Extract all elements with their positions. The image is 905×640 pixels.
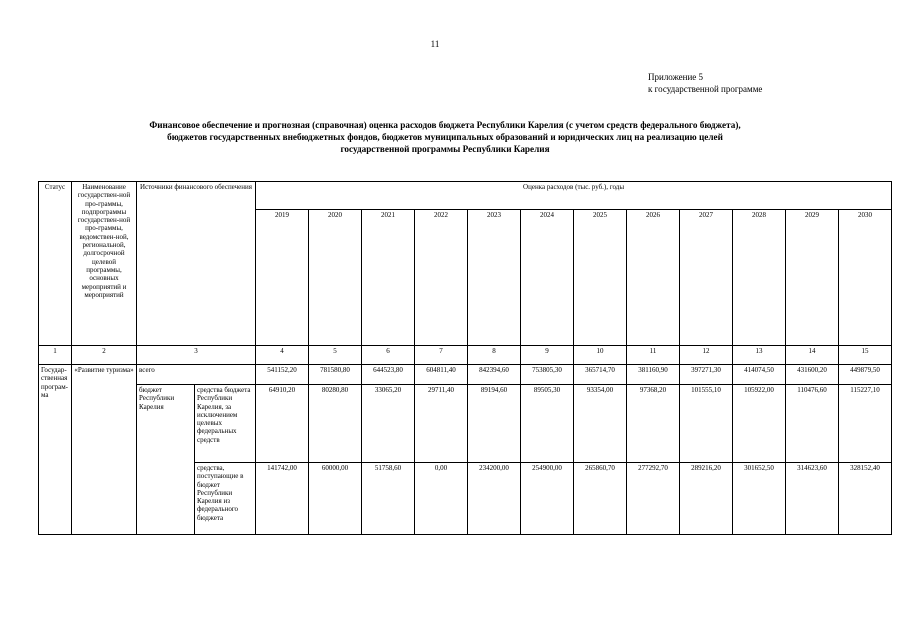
value-cell: 115227,10 — [839, 385, 892, 463]
header-status: Статус — [39, 182, 72, 346]
source-cell: средства, поступающие в бюджет Республики Карелия из федерального бюджета — [195, 463, 256, 535]
appendix-line-1: Приложение 5 — [648, 72, 704, 82]
header-year: 2023 — [468, 210, 521, 346]
value-cell: 60000,00 — [309, 463, 362, 535]
header-year: 2026 — [627, 210, 680, 346]
value-cell: 254900,00 — [521, 463, 574, 535]
column-number: 1 — [39, 346, 72, 365]
value-cell: 64910,20 — [256, 385, 309, 463]
value-cell: 781580,80 — [309, 365, 362, 385]
column-number: 10 — [574, 346, 627, 365]
value-cell: 753805,30 — [521, 365, 574, 385]
column-number: 8 — [468, 346, 521, 365]
source-cell: всего — [137, 365, 256, 385]
value-cell: 105922,00 — [733, 385, 786, 463]
header-year: 2027 — [680, 210, 733, 346]
page-number: 11 — [430, 39, 440, 49]
title-line-3: государственной программы Республики Карелия — [340, 144, 550, 154]
value-cell: 431600,20 — [786, 365, 839, 385]
header-year: 2030 — [839, 210, 892, 346]
value-cell: 842394,60 — [468, 365, 521, 385]
financing-table — [38, 181, 892, 535]
header-year: 2024 — [521, 210, 574, 346]
value-cell: 328152,40 — [839, 463, 892, 535]
value-cell: 314623,60 — [786, 463, 839, 535]
appendix-note — [648, 71, 762, 95]
title-line-2: бюджетов государственных внебюджетных фондов, бюджетов муниципальных образований и юридических лиц на реализацию целей — [167, 132, 723, 142]
value-cell: 89194,60 — [468, 385, 521, 463]
program-name-cell: «Развитие туризма» — [72, 365, 137, 535]
header-name: Наименование государствен-ной про-граммы, подпрограммы государствен-ной про-граммы, ведомствен-ной, региональной, долгосрочной целевой программы, основных мероприятий и мероприятий — [72, 182, 137, 346]
column-number-row — [39, 346, 892, 365]
header-year: 2029 — [786, 210, 839, 346]
header-year: 2019 — [256, 210, 309, 346]
value-cell: 110476,60 — [786, 385, 839, 463]
value-cell: 97368,20 — [627, 385, 680, 463]
value-cell: 89505,30 — [521, 385, 574, 463]
header-year: 2025 — [574, 210, 627, 346]
value-cell: 604811,40 — [415, 365, 468, 385]
header-year: 2020 — [309, 210, 362, 346]
value-cell: 33065,20 — [362, 385, 415, 463]
value-cell: 414074,50 — [733, 365, 786, 385]
column-number: 14 — [786, 346, 839, 365]
title-line-1: Финансовое обеспечение и прогнозная (справочная) оценка расходов бюджета Республики Карелия (с учетом средств федерального бюджета), — [149, 120, 741, 130]
column-number: 4 — [256, 346, 309, 365]
header-year: 2022 — [415, 210, 468, 346]
value-cell: 51758,60 — [362, 463, 415, 535]
value-cell: 29711,40 — [415, 385, 468, 463]
column-number: 11 — [627, 346, 680, 365]
source-cell: средства бюджета Республики Карелия, за исключением целевых федеральных средств — [195, 385, 256, 463]
column-number: 7 — [415, 346, 468, 365]
header-year: 2021 — [362, 210, 415, 346]
status-cell: Государ-ственная програм-ма — [39, 365, 72, 535]
column-number: 12 — [680, 346, 733, 365]
source-group-cell: бюджет Республики Карелия — [137, 385, 195, 535]
column-number: 13 — [733, 346, 786, 365]
value-cell: 277292,70 — [627, 463, 680, 535]
value-cell: 289216,20 — [680, 463, 733, 535]
column-number: 9 — [521, 346, 574, 365]
document-title — [80, 119, 810, 155]
value-cell: 80280,80 — [309, 385, 362, 463]
column-number: 5 — [309, 346, 362, 365]
header-sources: Источники финансового обеспечения — [137, 182, 256, 346]
value-cell: 365714,70 — [574, 365, 627, 385]
header-row-1 — [39, 182, 892, 210]
column-number: 3 — [137, 346, 256, 365]
value-cell: 265860,70 — [574, 463, 627, 535]
header-estimate: Оценка расходов (тыс. руб.), годы — [256, 182, 892, 210]
column-number: 2 — [72, 346, 137, 365]
value-cell: 644523,80 — [362, 365, 415, 385]
appendix-line-2: к государственной программе — [648, 84, 763, 94]
value-cell: 397271,30 — [680, 365, 733, 385]
value-cell: 301652,50 — [733, 463, 786, 535]
value-cell: 101555,10 — [680, 385, 733, 463]
column-number: 15 — [839, 346, 892, 365]
value-cell: 449879,50 — [839, 365, 892, 385]
value-cell: 0,00 — [415, 463, 468, 535]
value-cell: 541152,20 — [256, 365, 309, 385]
value-cell: 234200,00 — [468, 463, 521, 535]
table-row — [39, 365, 892, 385]
header-year: 2028 — [733, 210, 786, 346]
value-cell: 93354,00 — [574, 385, 627, 463]
table-row — [39, 385, 892, 463]
value-cell: 381160,90 — [627, 365, 680, 385]
value-cell: 141742,00 — [256, 463, 309, 535]
column-number: 6 — [362, 346, 415, 365]
